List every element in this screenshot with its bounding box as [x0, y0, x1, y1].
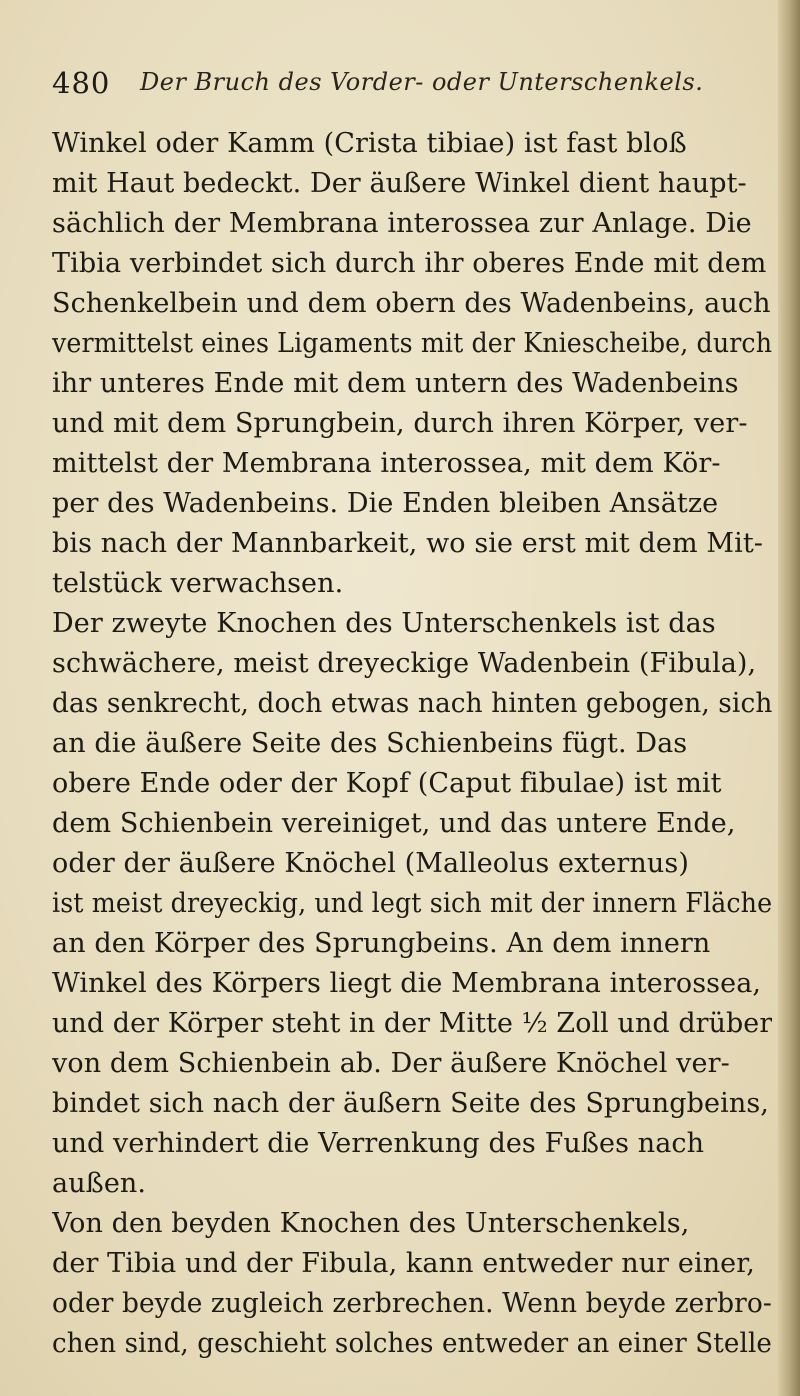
- text-line: Tibia verbindet sich durch ihr oberes Ende mit dem: [52, 248, 767, 279]
- text-line: vermittelst eines Ligaments mit der Kniescheibe, durch: [52, 328, 772, 359]
- text-line: an den Körper des Sprungbeins. An dem innern: [52, 928, 711, 959]
- text-line: sächlich der Membrana interossea zur Anlage. Die: [52, 208, 752, 239]
- text-line: das senkrecht, doch etwas nach hinten gebogen, sich: [52, 688, 772, 719]
- text-line: Der zweyte Knochen des Unterschenkels ist das: [52, 608, 716, 639]
- text-line: Von den beyden Knochen des Unterschenkels,: [52, 1208, 690, 1239]
- text-line: und verhindert die Verrenkung des Fußes nach: [52, 1128, 705, 1159]
- text-line: Winkel des Körpers liegt die Membrana interossea,: [52, 968, 762, 999]
- text-line: dem Schienbein vereiniget, und das untere Ende,: [52, 808, 736, 839]
- text-line: und der Körper steht in der Mitte ½ Zoll und drüber: [52, 1008, 772, 1039]
- text-line: oder beyde zugleich zerbrechen. Wenn beyde zerbro-: [52, 1288, 772, 1319]
- text-line: und mit dem Sprungbein, durch ihren Körper, ver-: [52, 408, 748, 439]
- text-line: obere Ende oder der Kopf (Caput fibulae) ist mit: [52, 768, 722, 799]
- text-line: telstück verwachsen.: [52, 568, 344, 599]
- text-line: bindet sich nach der äußern Seite des Sprungbeins,: [52, 1088, 769, 1119]
- text-line: ist meist dreyeckig, und legt sich mit der innern Fläche: [52, 888, 772, 919]
- page-number: 480: [52, 66, 111, 100]
- text-line: per des Wadenbeins. Die Enden bleiben Ansätze: [52, 488, 719, 519]
- text-line: Winkel oder Kamm (Crista tibiae) ist fast bloß: [52, 128, 687, 159]
- text-line: mit Haut bedeckt. Der äußere Winkel dient haupt-: [52, 168, 747, 199]
- text-line: mittelst der Membrana interossea, mit dem Kör-: [52, 448, 721, 479]
- text-line: von dem Schienbein ab. Der äußere Knöchel ver-: [52, 1048, 730, 1079]
- running-title: Der Bruch des Vorder- oder Unterschenkels.: [140, 68, 704, 96]
- body-text: [52, 124, 772, 1364]
- text-line: chen sind, geschieht solches entweder an einer Stelle: [52, 1328, 772, 1359]
- text-line: oder der äußere Knöchel (Malleolus externus): [52, 848, 690, 879]
- text-line: schwächere, meist dreyeckige Wadenbein (Fibula),: [52, 648, 757, 679]
- text-line: Schenkelbein und dem obern des Wadenbeins, auch: [52, 288, 771, 319]
- text-line: bis nach der Mannbarkeit, wo sie erst mit dem Mit-: [52, 528, 764, 559]
- text-line: der Tibia und der Fibula, kann entweder nur einer,: [52, 1248, 755, 1279]
- page-binding-edge: [778, 0, 800, 1396]
- text-line: ihr unteres Ende mit dem untern des Wadenbeins: [52, 368, 739, 399]
- text-line: außen.: [52, 1168, 147, 1199]
- page-header: [52, 62, 704, 106]
- text-line: an die äußere Seite des Schienbeins fügt. Das: [52, 728, 688, 759]
